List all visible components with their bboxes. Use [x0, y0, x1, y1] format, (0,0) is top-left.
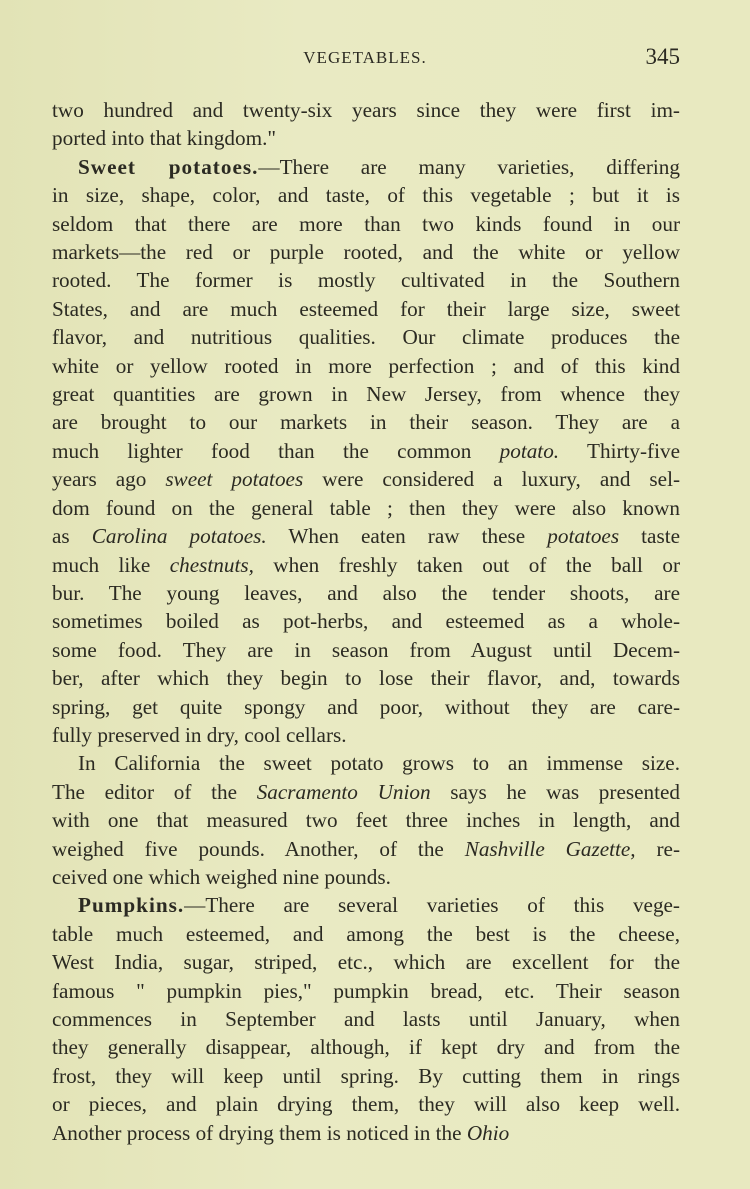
text-line: spring, get quite spongy and poor, without they are care-	[52, 694, 680, 719]
italic-term: potato.	[499, 438, 560, 463]
text-line: The editor of the Sacramento Union says he was presented	[52, 779, 680, 804]
italic-term: potatoes	[547, 524, 620, 549]
run-in-heading: Pumpkins.	[78, 893, 185, 918]
text-line: much lighter food than the common potato. Thirty-five	[52, 438, 680, 463]
paragraph	[52, 153, 680, 750]
text-line: or pieces, and plain drying them, they will also keep well.	[52, 1092, 680, 1117]
text-line: table much esteemed, and among the best is the cheese,	[52, 921, 680, 946]
text-line: ported into that kingdom."	[52, 126, 277, 151]
italic-term: Ohio	[466, 1120, 510, 1145]
run-in-heading: Sweet potatoes.	[78, 154, 259, 179]
text-line: dom found on the general table ; then they were also known	[52, 495, 680, 520]
body-text	[52, 96, 680, 1147]
text-line: markets—the red or purple rooted, and the white or yellow	[52, 240, 680, 265]
text-line: are brought to our markets in their season. They are a	[52, 410, 680, 435]
text-line: ceived one which weighed nine pounds.	[52, 864, 391, 889]
italic-term: sweet potatoes	[165, 467, 304, 492]
text-line: seldom that there are more than two kinds found in our	[52, 211, 680, 236]
text-line: West India, sugar, striped, etc., which are excellent for the	[52, 950, 680, 975]
text-line: Sweet potatoes.—There are many varieties, differing	[78, 154, 680, 179]
text-line: as Carolina potatoes. When eaten raw these potatoes taste	[52, 524, 680, 549]
text-line: flavor, and nutritious qualities. Our climate produces the	[52, 325, 680, 350]
text-line: In California the sweet potato grows to an immense size.	[78, 751, 680, 776]
paragraph	[52, 891, 680, 1147]
italic-term: Carolina potatoes.	[91, 524, 267, 549]
italic-term: Nashville Gazette,	[464, 836, 636, 861]
running-title: VEGETABLES.	[303, 48, 427, 67]
text-line: famous " pumpkin pies," pumpkin bread, etc. Their season	[52, 978, 680, 1003]
text-line: commences in September and lasts until January, when	[52, 1007, 680, 1031]
text-line: white or yellow rooted in more perfection ; and of this kind	[52, 353, 680, 378]
text-line: sometimes boiled as pot-herbs, and esteemed as a whole-	[52, 609, 680, 634]
text-line: fully preserved in dry, cool cellars.	[52, 722, 347, 747]
italic-term: Sacramento Union	[256, 779, 431, 804]
text-line: in size, shape, color, and taste, of this vegetable ; but it is	[52, 183, 680, 208]
text-line: frost, they will keep until spring. By cutting them in rings	[52, 1063, 680, 1088]
paragraph	[52, 749, 680, 891]
text-line: they generally disappear, although, if kept dry and from the	[52, 1035, 680, 1060]
paragraph	[52, 96, 680, 153]
page-number: 345	[645, 44, 680, 69]
running-head	[0, 44, 750, 72]
text-line: much like chestnuts, when freshly taken out of the ball or	[52, 552, 680, 577]
text-line: two hundred and twenty-six years since they were first im-	[52, 98, 680, 122]
text-line: with one that measured two feet three inches in length, and	[52, 808, 680, 833]
text-line: great quantities are grown in New Jersey, from whence they	[52, 382, 680, 407]
text-line: years ago sweet potatoes were considered a luxury, and sel-	[52, 467, 681, 492]
text-line: Pumpkins.—There are several varieties of this vege-	[78, 893, 680, 918]
text-line: some food. They are in season from August until Decem-	[52, 637, 680, 662]
text-line: ber, after which they begin to lose their flavor, and, towards	[52, 666, 680, 691]
text-line: bur. The young leaves, and also the tender shoots, are	[52, 580, 680, 605]
text-line: weighed five pounds. Another, of the Nashville Gazette, re-	[52, 836, 680, 861]
italic-term: chestnuts,	[169, 552, 254, 577]
text-line: Another process of drying them is noticed in the Ohio	[52, 1120, 510, 1145]
text-line: rooted. The former is mostly cultivated in the Southern	[52, 268, 680, 293]
text-line: States, and are much esteemed for their large size, sweet	[52, 296, 680, 321]
